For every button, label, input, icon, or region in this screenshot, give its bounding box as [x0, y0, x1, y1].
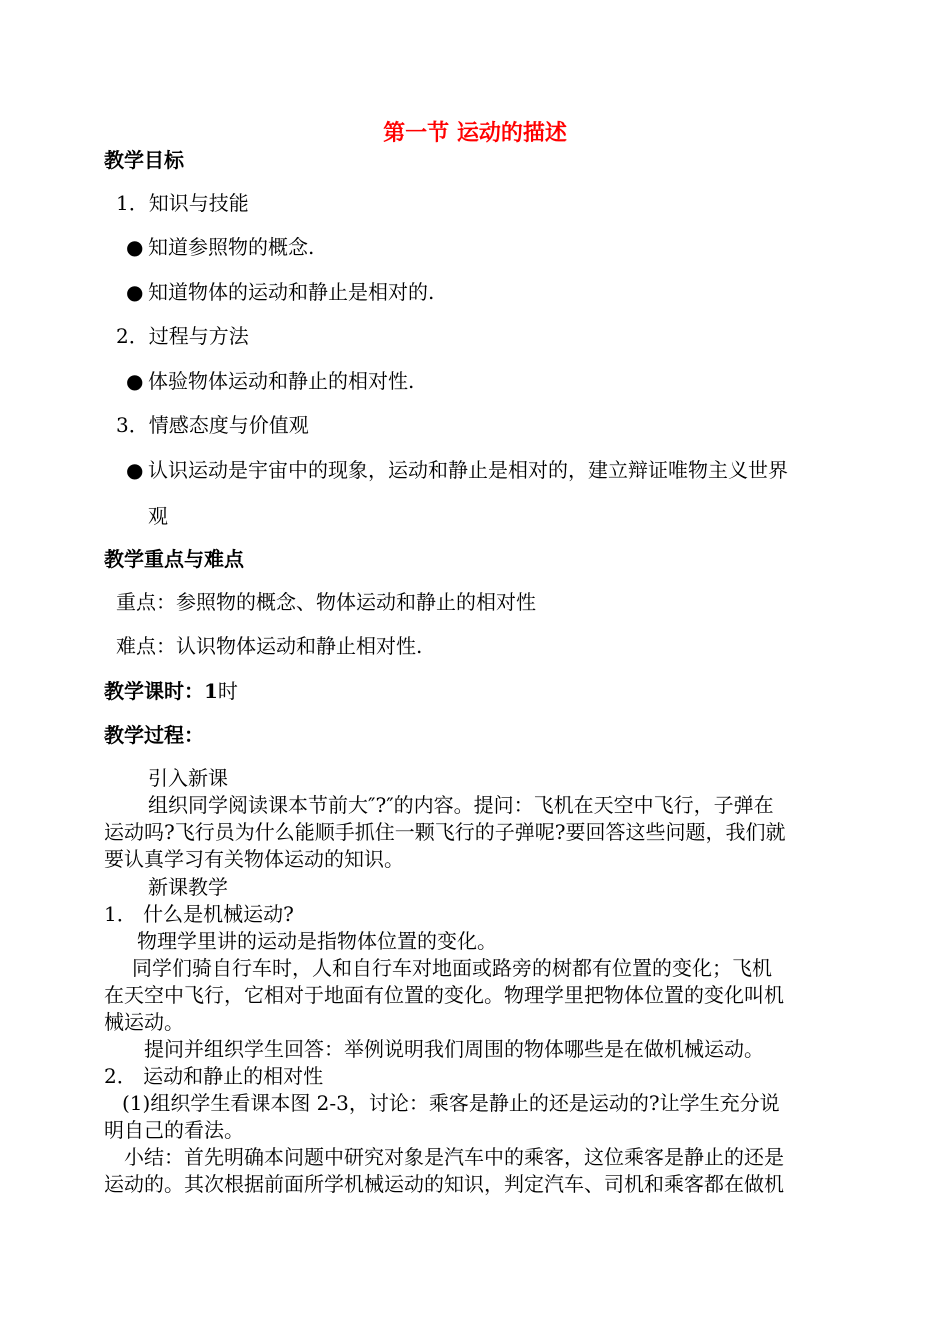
goal-emotion: 3．情感态度与价值观: [116, 413, 309, 437]
goal-process: 2．过程与方法: [116, 324, 249, 348]
bullet-item: [126, 233, 314, 261]
paragraph-line: 械运动。: [104, 1010, 184, 1034]
goal-knowledge: 1．知识与技能: [116, 191, 249, 215]
bullet-icon: ●: [126, 458, 144, 482]
bullet-item: [126, 367, 414, 395]
bullet-icon: ●: [126, 235, 144, 259]
paragraph-line: 运动吗?飞行员为什么能顺手抓住一颗飞行的子弹呢?要回答这些问题，我们就: [104, 820, 786, 844]
bullet-continuation: 观: [148, 504, 168, 528]
subheading-new-lesson: 新课教学: [148, 875, 228, 899]
section-heading-key: 教学重点与难点: [104, 547, 244, 571]
paragraph-line: 小结：首先明确本问题中研究对象是汽车中的乘客，这位乘客是静止的还是: [124, 1145, 784, 1169]
bullet-text: 体验物体运动和静止的相对性.: [148, 369, 415, 393]
subheading-intro: 引入新课: [148, 766, 228, 790]
class-hours-label: 教学课时：: [104, 679, 204, 703]
bullet-icon: ●: [126, 280, 144, 304]
class-hours-unit: 时: [217, 679, 238, 703]
bullet-text: 知道参照物的概念.: [148, 235, 315, 259]
section-heading-process: 教学过程：: [104, 723, 204, 747]
paragraph-line: 运动的。其次根据前面所学机械运动的知识，判定汽车、司机和乘客都在做机: [104, 1172, 784, 1196]
paragraph-line: 在天空中飞行，它相对于地面有位置的变化。物理学里把物体位置的变化叫机: [104, 983, 784, 1007]
paragraph-line: 组织同学阅读课本节前大″?″的内容。提问：飞机在天空中飞行，子弹在: [148, 793, 774, 817]
paragraph-line: 明自己的看法。: [104, 1118, 244, 1142]
bullet-text: 认识运动是宇宙中的现象，运动和静止是相对的，建立辩证唯物主义世界: [148, 458, 788, 482]
section-heading-goals: 教学目标: [104, 148, 184, 172]
bullet-item: [126, 456, 788, 484]
page-title: 第一节 运动的描述: [383, 120, 567, 146]
class-hours: [104, 677, 849, 705]
paragraph-line: 同学们骑自行车时，人和自行车对地面或路旁的树都有位置的变化；飞机: [132, 956, 772, 980]
bullet-item: [126, 278, 434, 306]
paragraph-line: 物理学里讲的运动是指物体位置的变化。: [137, 929, 497, 953]
class-hours-value: 1: [204, 679, 218, 703]
paragraph-line: 要认真学习有关物体运动的知识。: [104, 847, 404, 871]
key-focus: 重点：参照物的概念、物体运动和静止的相对性: [116, 590, 536, 614]
paragraph-line: (1)组织学生看课本图 2-3，讨论：乘客是静止的还是运动的?让学生充分说: [122, 1091, 780, 1115]
paragraph-line: 提问并组织学生回答：举例说明我们周围的物体哪些是在做机械运动。: [144, 1037, 764, 1061]
question-1: 1． 什么是机械运动?: [104, 902, 294, 926]
key-difficulty: 难点：认识物体运动和静止相对性.: [116, 634, 423, 658]
bullet-text: 知道物体的运动和静止是相对的.: [148, 280, 435, 304]
bullet-icon: ●: [126, 369, 144, 393]
question-2: 2． 运动和静止的相对性: [104, 1064, 324, 1088]
